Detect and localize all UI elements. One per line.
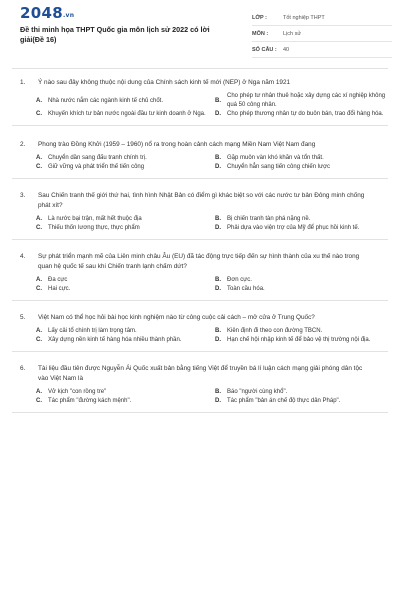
answer-option[interactable] (36, 92, 209, 110)
answer-options (36, 154, 388, 172)
question-number: 1. (20, 79, 26, 86)
answer-option[interactable] (215, 154, 388, 163)
meta-value: Tốt nghiệp THPT (283, 14, 325, 21)
option-text: Hạn chế hội nhập kinh tế để bảo vệ thị trường nội địa. (227, 337, 371, 343)
answer-option[interactable] (36, 327, 209, 336)
question-number: 6. (20, 365, 26, 372)
answer-option[interactable] (36, 397, 209, 406)
answer-option[interactable] (215, 163, 388, 172)
meta-value: Lịch sử (283, 30, 302, 37)
option-text: Toàn cầu hóa. (227, 286, 265, 292)
question-stem (12, 140, 388, 150)
question-text: Tài liệu đầu tiên được Nguyễn Ái Quốc xuất bản bằng tiếng Việt để truyền bá lí luận cách mạng giải phóng dân tộc vào Việt Nam là (38, 365, 363, 382)
option-letter: D. (215, 164, 221, 170)
option-text: Cho phép thương nhân tự do buôn bán, trao đổi hàng hóa. (227, 111, 384, 117)
option-text: Báo "người cùng khổ". (227, 389, 288, 395)
meta-row-subject (252, 26, 392, 42)
logo-main: 2048 (20, 4, 63, 22)
option-letter: D. (215, 286, 221, 292)
answer-option[interactable] (215, 327, 388, 336)
option-text: Chuyển hẳn sang tiến công chiến lược (227, 164, 331, 170)
option-letter: C. (36, 164, 42, 170)
header-divider (12, 68, 388, 69)
site-logo[interactable] (20, 4, 74, 22)
question-number: 5. (20, 314, 26, 321)
option-text: Nhà nước nắm các ngành kinh tế chủ chốt. (48, 97, 164, 104)
option-text: Hai cực. (48, 286, 71, 292)
answer-options (36, 276, 388, 294)
page-header (0, 0, 400, 66)
answer-option[interactable] (215, 224, 388, 233)
question-text: Sự phát triển mạnh mẽ của Liên minh châu Âu (EU) đã tác động trực tiếp đến sự hình thành của xu thế nào trong quan hệ quốc tế sau khi Chiến tranh lạnh chấm dứt? (38, 253, 360, 270)
answer-option[interactable] (36, 336, 209, 345)
option-letter: B. (215, 389, 221, 395)
answer-options (36, 327, 388, 345)
option-text: Lấy cải tổ chính trị làm trọng tâm. (48, 328, 137, 334)
option-text: Vở kịch "con rồng tre" (48, 389, 107, 395)
question-6 (12, 364, 388, 413)
option-text: Tác phẩm "bản án chế độ thực dân Pháp". (227, 398, 341, 404)
option-text: Phải dựa vào viện trợ của Mỹ để phục hồi kinh tế. (227, 225, 360, 231)
option-text: Giữ vững và phát triển thế tiến công (48, 164, 145, 170)
answer-option[interactable] (36, 154, 209, 163)
option-letter: C. (36, 398, 42, 404)
option-letter: B. (215, 328, 221, 334)
question-text: Sau Chiến tranh thế giới thứ hai, tình hình Nhật Bản có điểm gì khác biệt so với các nước tư bản Đông minh chống phát xít? (38, 192, 365, 209)
meta-label: LỚP : (252, 14, 267, 21)
answer-option[interactable] (36, 224, 209, 233)
option-letter: C. (36, 225, 42, 231)
question-stem (12, 252, 388, 272)
answer-option[interactable] (215, 110, 388, 119)
question-text: Ý nào sau đây không thuộc nội dung của Chính sách kinh tế mới (NEP) ở Nga năm 1921 (38, 79, 291, 86)
answer-option[interactable] (215, 397, 388, 406)
answer-option[interactable] (36, 215, 209, 224)
question-number: 3. (20, 192, 26, 199)
question-4 (12, 252, 388, 301)
option-letter: B. (215, 97, 221, 104)
meta-row-count (252, 42, 392, 58)
option-letter: A. (36, 328, 42, 334)
option-letter: D. (215, 111, 221, 117)
question-stem (12, 313, 388, 323)
logo-suffix: .vn (62, 12, 75, 19)
option-letter: A. (36, 389, 42, 395)
answer-option[interactable] (215, 285, 388, 294)
answer-option[interactable] (215, 336, 388, 345)
option-letter: C. (36, 111, 42, 117)
answer-option[interactable] (36, 276, 209, 285)
option-letter: D. (215, 225, 221, 231)
question-stem (12, 364, 388, 384)
answer-option[interactable] (36, 110, 209, 119)
question-stem (12, 191, 388, 211)
meta-value: 40 (283, 46, 290, 53)
option-text: Gặp muôn vàn khó khăn và tổn thất. (227, 155, 324, 161)
option-letter: A. (36, 216, 42, 222)
option-text: Bị chiến tranh tàn phá nặng nề. (227, 216, 311, 222)
option-text: Đơn cực. (227, 277, 252, 283)
exam-title: Đề thi minh họa THPT Quốc gia môn lịch sử 2022 có lời giải(Đề 16) (20, 25, 210, 44)
answer-option[interactable] (36, 163, 209, 172)
answer-option[interactable] (36, 285, 209, 294)
meta-row-class (252, 10, 392, 26)
question-list (0, 78, 400, 413)
answer-options (36, 388, 388, 406)
option-letter: A. (36, 97, 42, 104)
answer-option[interactable] (36, 388, 209, 397)
option-text: Chuyển dần sang đấu tranh chính trị. (48, 155, 147, 161)
question-3 (12, 191, 388, 240)
question-5 (12, 313, 388, 352)
option-text: Xây dựng nền kinh tế hàng hóa nhiều thành phần. (48, 337, 182, 343)
option-letter: C. (36, 286, 42, 292)
question-1 (12, 78, 388, 126)
option-text: Cho phép tư nhân thuê hoặc xây dựng các xí nghiệp không quá 50 công nhân. (227, 93, 386, 108)
option-text: Tác phẩm "đường kách mệnh". (48, 398, 132, 404)
answer-options (36, 215, 388, 233)
option-letter: C. (36, 337, 42, 343)
question-text: Phong trào Đồng Khởi (1959 – 1960) nổ ra trong hoàn cảnh cách mạng Miền Nam Việt Nam đang (38, 141, 316, 148)
option-text: Khuyến khích tư bản nước ngoài đầu tư kinh doanh ở Nga. (48, 111, 206, 117)
answer-option[interactable] (215, 276, 388, 285)
option-text: Thiếu thốn lương thực, thực phẩm (48, 225, 140, 231)
option-letter: D. (215, 398, 221, 404)
option-letter: B. (215, 277, 221, 283)
question-stem (12, 78, 388, 88)
option-letter: A. (36, 277, 42, 283)
question-number: 2. (20, 141, 26, 148)
option-letter: B. (215, 155, 221, 161)
option-letter: D. (215, 337, 221, 343)
option-letter: B. (215, 216, 221, 222)
option-text: Đa cực (48, 277, 68, 283)
answer-options (36, 92, 388, 119)
answer-option[interactable] (215, 388, 388, 397)
meta-label: SỐ CÂU : (252, 46, 277, 53)
question-text: Việt Nam có thể học hỏi bài học kinh nghiệm nào từ công cuộc cải cách – mở cửa ở Trung Quốc? (38, 314, 315, 321)
question-2 (12, 140, 388, 179)
option-letter: A. (36, 155, 42, 161)
question-number: 4. (20, 253, 26, 260)
option-text: Là nước bại trận, mất hết thuộc địa (48, 216, 142, 222)
answer-option[interactable] (215, 92, 388, 110)
exam-meta (252, 10, 392, 58)
meta-label: MÔN : (252, 30, 269, 37)
answer-option[interactable] (215, 215, 388, 224)
option-text: Kiên định đi theo con đường TBCN. (227, 328, 323, 334)
